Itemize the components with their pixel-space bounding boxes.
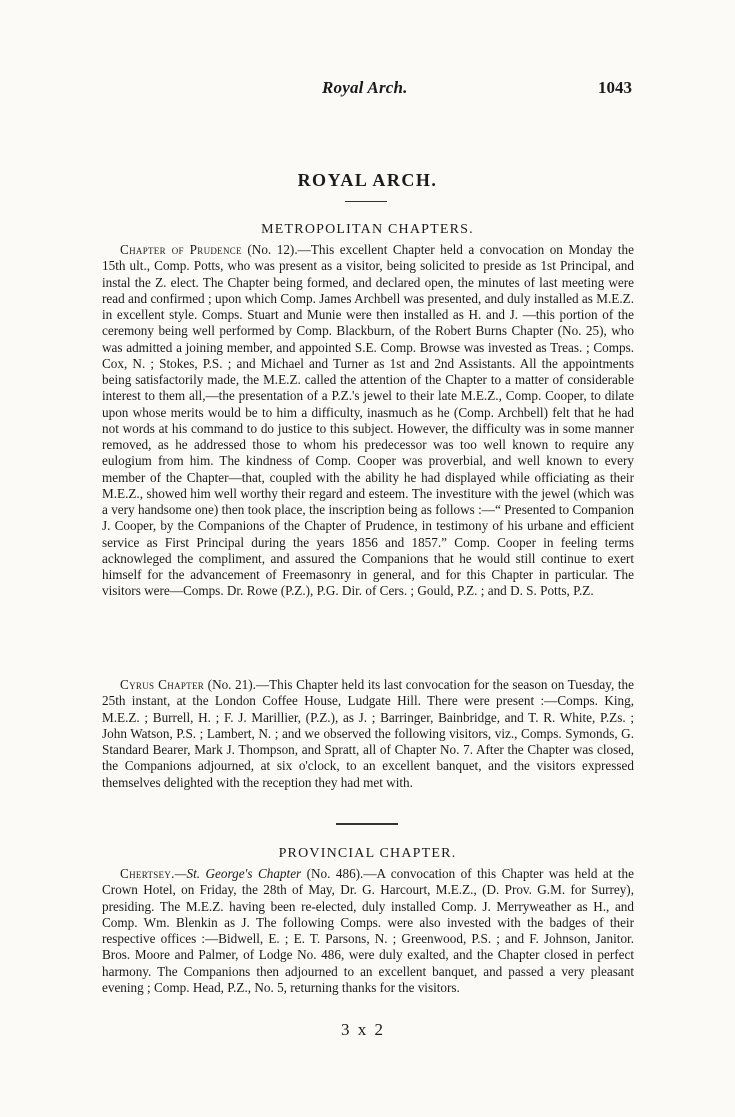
page-title: ROYAL ARCH.	[297, 170, 438, 190]
provincial-section-body	[102, 866, 634, 996]
metropolitan-section-body	[102, 242, 634, 600]
paragraph-cyrus	[102, 677, 634, 791]
section-divider	[336, 823, 398, 825]
title-rule	[345, 201, 387, 202]
paragraph-chertsey	[102, 866, 634, 996]
section-heading-provincial: PROVINCIAL CHAPTER.	[278, 846, 457, 861]
page-number: 1043	[598, 78, 632, 97]
paragraph-lead: Chapter of Prudence	[120, 242, 242, 257]
paragraph-text: (No. 12).—This excellent Chapter held a convocation on Monday the 15th ult., Comp. Potts, who was present as a visitor, being solicited to preside as 1st Principal, and instal the Z. elect. The Chapter being formed, and declared open, the minutes of last meeting were read and confirmed ; upon which Comp. James Archbell was presented, and duly installed as M.E.Z. in excellent style. Comps. Stuart and Munie were then installed as H. and J. —this portion of the ceremony being well performed by Comp. Blackburn, of the Robert Burns Chapter (No. 25), who was admitted a joining member, and appointed S.E. Comp. Browse was invested as Treas. ; Comps. Cox, N. ; Stokes, P.S. ; and Michael and Turner as 1st and 2nd Assistants. All the appointments being satisfactorily made, the M.E.Z. called the attention of the Chapter to a matter of considerable interest to them all,—the presentation of a P.Z.'s jewel to their late M.E.Z., Comp. Cooper, to dilate upon whose merits would be to him a difficulty, inasmuch as he (Comp. Archbell) felt that he had not words at his command to do justice to this subject. However, the difficulty was in some manner removed, as he addressed those to whom his predecessor was too well known to require any eulogium from him. The kindness of Comp. Cooper was proverbial, and well known to every member of the Chapter—that, coupled with the ability he had displayed while officiating as their M.E.Z., showed him well worthy their regard and esteem. The investiture with the jewel (which was a very handsome one) then took place, the inscription being as follows :—“ Presented to Companion J. Cooper, by the Companions of the Chapter of Prudence, in testimony of his urbane and efficient service as First Principal during the years 1856 and 1857.” Comp. Cooper in feeling terms acknowleged the compliment, and assured the Companions that he would still continue to exert himself for the advancement of Freemasonry in general, and for this Chapter in particular. The visitors were—Comps. Dr. Rowe (P.Z.), P.G. Dir. of Cers. ; Gould, P.Z. ; and D. S. Potts, P.Z.	[102, 242, 634, 599]
running-head-title: Royal Arch.	[322, 78, 408, 97]
signature-mark: 3 x 2	[341, 1020, 385, 1039]
paragraph-text: (No. 486).—A convocation of this Chapter was held at the Crown Hotel, on Friday, the 28th of May, Dr. G. Harcourt, M.E.Z., (D. Prov. G.M. for Surrey), presiding. The M.E.Z. having been re-elected, duly installed Comp. J. Merryweather as H., and Comp. Wm. Blenkin as J. The following Comps. were also invested with the badges of their respective offices :—Bidwell, E. ; E. T. Parsons, N. ; Greenwood, P.S. ; and F. Johnson, Janitor. Bros. Moore and Palmer, of Lodge No. 486, were duly exalted, and the Chapter closed in perfect harmony. The Companions then adjourned to an excellent banquet, and passed a very pleasant evening ; Comp. Head, P.Z., No. 5, returning thanks for the visitors.	[102, 866, 634, 995]
running-head	[0, 78, 735, 100]
paragraph-lead: Cyrus Chapter	[120, 677, 205, 692]
section-heading-metropolitan: METROPOLITAN CHAPTERS.	[261, 222, 474, 237]
cyrus-section-body	[102, 677, 634, 791]
paragraph-prudence	[102, 242, 634, 600]
paragraph-text: (No. 21).—This Chapter held its last convocation for the season on Tuesday, the 25th instant, at the London Coffee House, Ludgate Hill. There were present :—Comps. King, M.E.Z. ; Burrell, H. ; F. J. Marillier, (P.Z.), as J. ; Barringer, Bainbridge, and T. R. White, P.Zs. ; John Watson, P.S. ; Lambert, N. ; and we observed the following visitors, viz., Comps. Symonds, G. Standard Bearer, Mark J. Thompson, and Spratt, all of Chapter No. 7. After the Chapter was closed, the Companions adjourned, at six o'clock, to an excellent banquet, and the visitors expressed themselves delighted with the reception they had met with.	[102, 677, 634, 790]
paragraph-lead: Chertsey.	[120, 866, 175, 881]
paragraph-lead-italic: —St. George's Chapter	[174, 866, 302, 881]
